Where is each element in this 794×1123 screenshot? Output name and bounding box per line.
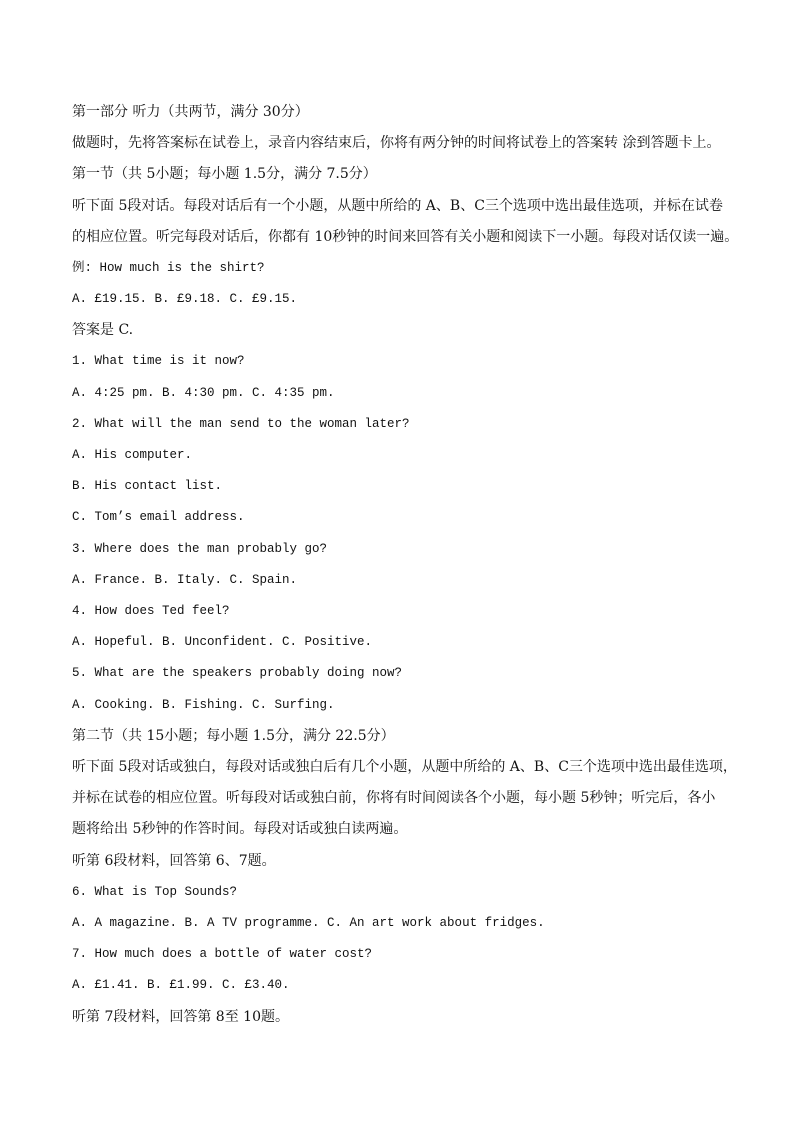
question-4-options: A. Hopeful. B. Unconfident. C. Positive. <box>72 635 373 649</box>
section-two-title: 第二节（共 15小题；每小题 1.5分，满分 22.5分） <box>72 728 395 744</box>
question-7: 7. How much does a bottle of water cost? <box>72 947 373 961</box>
question-7-options: A. £1.41. B. £1.99. C. £3.40. <box>72 978 290 992</box>
section-one-instructions-line-2: 的相应位置。听完每段对话后，你都有 10秒钟的时间来回答有关小题和阅读下一小题。每段对话仅读一遍。 <box>72 229 739 245</box>
section-one-title: 第一节（共 5小题；每小题 1.5分，满分 7.5分） <box>72 166 377 182</box>
question-5: 5. What are the speakers probably doing now? <box>72 666 403 680</box>
question-3: 3. Where does the man probably go? <box>72 542 328 556</box>
question-6: 6. What is Top Sounds? <box>72 885 238 899</box>
section-two-instructions-line-1: 听下面 5段对话或独白，每段对话或独白后有几个小题，从题中所给的 A、B、C三个选项中选出最佳选项， <box>72 759 737 775</box>
question-5-options: A. Cooking. B. Fishing. C. Surfing. <box>72 698 335 712</box>
question-2: 2. What will the man send to the woman later? <box>72 417 410 431</box>
example-answer: 答案是 C. <box>72 322 134 338</box>
question-3-options: A. France. B. Italy. C. Spain. <box>72 573 298 587</box>
question-1: 1. What time is it now? <box>72 354 245 368</box>
example-question: 例: How much is the shirt? <box>72 261 265 275</box>
example-options: A. £19.15. B. £9.18. C. £9.15. <box>72 292 298 306</box>
question-1-options: A. 4:25 pm. B. 4:30 pm. C. 4:35 pm. <box>72 386 335 400</box>
section-two-instructions-line-3: 题将给出 5秒钟的作答时间。每段对话或独白读两遍。 <box>72 821 408 837</box>
question-2-option-b: B. His contact list. <box>72 479 223 493</box>
section-two-instructions-line-2: 并标在试卷的相应位置。听每段对话或独白前，你将有时间阅读各个小题，每小题 5秒钟；听完后，各小 <box>72 790 716 806</box>
question-6-options: A. A magazine. B. A TV programme. C. An art work about fridges. <box>72 916 545 930</box>
material-7-heading: 听第 7段材料，回答第 8至 10题。 <box>72 1009 289 1025</box>
question-2-option-c: C. Tom’s email address. <box>72 510 245 524</box>
question-4: 4. How does Ted feel? <box>72 604 230 618</box>
section-one-instructions-line-1: 听下面 5段对话。每段对话后有一个小题，从题中所给的 A、B、C三个选项中选出最佳选项，并标在试卷 <box>72 198 723 214</box>
part-one-title: 第一部分 听力（共两节，满分 30分） <box>72 104 309 120</box>
part-one-instructions: 做题时，先将答案标在试卷上，录音内容结束后，你将有两分钟的时间将试卷上的答案转 涂到答题卡上。 <box>72 135 721 151</box>
question-2-option-a: A. His computer. <box>72 448 193 462</box>
material-6-heading: 听第 6段材料，回答第 6、7题。 <box>72 853 276 869</box>
